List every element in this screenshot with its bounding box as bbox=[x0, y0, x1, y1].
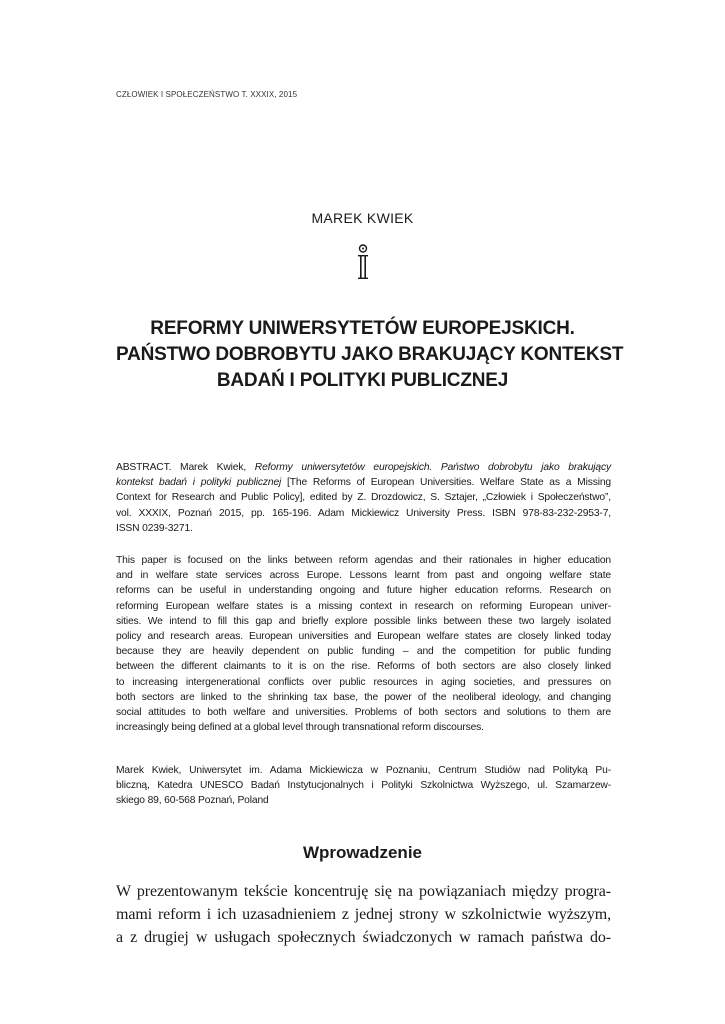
abstract-body-line: increasingly being defined at a global level through transnational reform discourses. bbox=[116, 722, 484, 734]
abstract-body-line: reforms can be useful in understanding ongoing and future higher education reforms. Research on bbox=[116, 585, 611, 597]
body-line: a z drugiej w usługach społecznych świadczonych w ramach państwa do- bbox=[116, 929, 611, 946]
body-line: W prezentowanym tekście koncentruję się na powiązaniach między progra- bbox=[116, 883, 611, 900]
affiliation-line: bliczną, Katedra UNESCO Badań Instytucjonalnych i Polityki Szkolnictwa Wyższego, ul. Szamarzew- bbox=[116, 780, 611, 792]
abstract-body-line: both sectors are linked to the shrinking tax base, the power of the neoliberal ideology, and changing bbox=[116, 691, 611, 703]
abstract-body bbox=[116, 553, 611, 735]
abstract-text: [The Reforms of European Universities. Welfare State as a Missing bbox=[281, 477, 612, 489]
abstract-line: ISSN 0239-3271. bbox=[116, 522, 193, 534]
body-paragraph bbox=[116, 880, 611, 949]
abstract-line bbox=[116, 460, 611, 475]
section-heading: Wprowadzenie bbox=[302, 843, 422, 862]
publisher-logo-icon bbox=[356, 244, 370, 280]
abstract-body-line: reforming European welfare states is a missing context in research on reforming European univer- bbox=[116, 600, 611, 612]
abstract-body-line: This paper is focused on the links between reform agendas and their rationales in higher education bbox=[116, 555, 611, 566]
affiliation-line: skiego 89, 60-568 Poznań, Poland bbox=[116, 795, 269, 807]
abstract-body-line: and in welfare state services across Europe. Lessons learnt from past and ongoing welfare state bbox=[116, 570, 611, 582]
abstract-body-line: policy and research areas. European universities and European welfare states are closely linked today bbox=[116, 631, 611, 643]
title-line: BADAŃ I POLITYKI PUBLICZNEJ bbox=[216, 370, 509, 391]
author-affiliation bbox=[116, 763, 611, 809]
title-italic: Reformy uniwersytetów europejskich. Państwo dobrobytu jako brakujący bbox=[254, 462, 611, 473]
abstract-line bbox=[116, 475, 611, 490]
abstract-line: Context for Research and Public Policy], edited by Z. Drozdowicz, S. Sztajer, „Człowiek i Społeczeństwo”, bbox=[116, 492, 611, 504]
body-line: mami reform i ich uzasadnieniem z jednej strony w szkolnictwie wyższym, bbox=[116, 906, 611, 923]
running-head: CZŁOWIEK I SPOŁECZEŃSTWO T. XXXIX, 2015 bbox=[116, 90, 298, 99]
abstract-body-line: sities. We intend to fill this gap and briefly explore possible links between these two largely isolated bbox=[116, 615, 611, 627]
title-line: REFORMY UNIWERSYTETÓW EUROPEJSKICH. bbox=[150, 318, 575, 339]
author-name: MAREK KWIEK bbox=[311, 210, 414, 226]
abstract-body-line: between the different claimants to it is on the rise. Reforms of both sectors are also closely linked bbox=[116, 661, 611, 673]
title-italic: kontekst badań i polityki publicznej bbox=[116, 477, 282, 489]
abstract-label: ABSTRACT. Marek Kwiek, bbox=[116, 462, 255, 473]
title-line: PAŃSTWO DOBROBYTU JAKO BRAKUJĄCY KONTEKST bbox=[116, 344, 624, 365]
affiliation-line: Marek Kwiek, Uniwersytet im. Adama Mickiewicza w Poznaniu, Centrum Studiów nad Polityką Pu- bbox=[116, 765, 611, 776]
abstract-citation bbox=[116, 460, 611, 536]
abstract-line: vol. XXXIX, Poznań 2015, pp. 165-196. Adam Mickiewicz University Press. ISBN 978-83-232-2953-7, bbox=[116, 507, 611, 519]
article-title bbox=[116, 316, 624, 394]
abstract-body-line: social attitudes to both welfare and universities. Problems of both sectors and solutions to them are bbox=[116, 707, 611, 719]
abstract-body-line: to increasing intergenerational conflicts over public resources in aging societies, and pressures on bbox=[116, 676, 611, 688]
abstract-body-line: because they are heavily dependent on public funding – and the competition for public funding bbox=[116, 646, 611, 658]
